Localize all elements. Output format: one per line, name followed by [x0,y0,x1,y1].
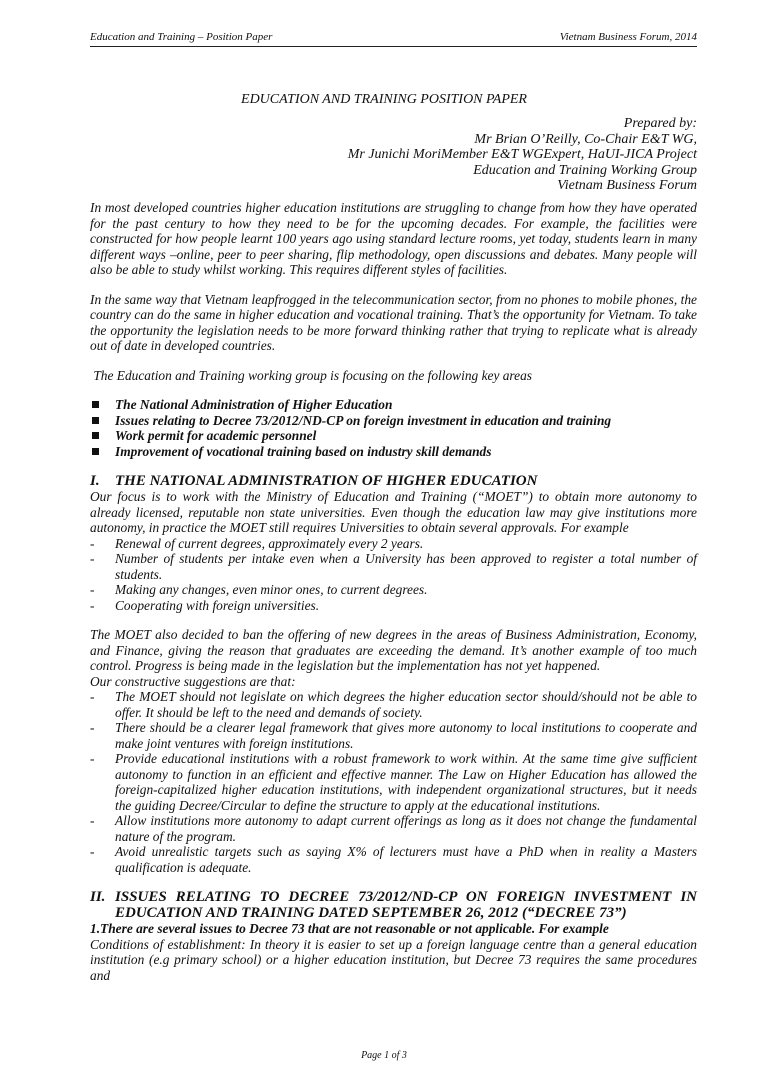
document-body [90,200,697,983]
list-item: - Cooperating with foreign universities. [90,598,697,614]
list-item: - Renewal of current degrees, approximately every 2 years. [90,536,697,552]
list-item: The National Administration of Higher Education [90,397,697,413]
focus-paragraph: The Education and Training working group is focusing on the following key areas [90,367,533,383]
approvals-list [90,536,697,614]
conditions-paragraph: Conditions of establishment: In theory it is easier to set up a foreign language centre than a general education institution (e.g primary school) or a higher education institution, but Decree 73 requires the same procedures and [90,936,697,983]
section-2-subheading: 1.There are several issues to Decree 73 that are not reasonable or not applicable. For example [90,921,609,936]
page-number: Page 1 of 3 [361,1050,407,1061]
list-item: - Number of students per intake even when a University has been approved to register a total number of students. [90,551,697,582]
header-right: Vietnam Business Forum, 2014 [559,31,697,43]
organization-forum: Vietnam Business Forum [557,178,697,193]
list-item: - Provide educational institutions with a robust framework to work within. At the same time give sufficient autonomy to function in an efficient and effective manner. The Law on Higher Education has allowed the foreign-capitalized higher education institutions, with independent organizational structures, but it needs the guiding Decree/Circular to define the structure to apply at the educational institutions. [90,751,697,813]
list-item: - Allow institutions more autonomy to adapt current offerings as long as it does not change the fundamental nature of the program. [90,813,697,844]
list-item: - Making any changes, even minor ones, to current degrees. [90,582,697,598]
vietnam-paragraph: In the same way that Vietnam leapfrogged in the telecommunication sector, from no phones to mobile phones, the country can do the same in higher education and vocational training. That’s the opportunity for Vietnam. To take the opportunity the legislation needs to be more forward thinking rather that trying to replicate what is already out of date in developed countries. [90,291,697,353]
section-1-intro: Our focus is to work with the Ministry of Education and Training (“MOET”) to obtain more autonomy to already licensed, reputable non state universities. Even though the education law may give institutions more autonomy, in practice the MOET still requires Universities to obtain several approvals. For example [90,489,697,535]
list-item: Improvement of vocational training based on industry skill demands [90,444,697,460]
section-title: THE NATIONAL ADMINISTRATION OF HIGHER EDUCATION [115,473,538,489]
list-item: - There should be a clearer legal framework that gives more autonomy to local institutions to cooperate and make joint ventures with foreign institutions. [90,720,697,751]
list-item: Issues relating to Decree 73/2012/ND-CP on foreign investment in education and training [90,413,697,429]
prepared-by-block [348,116,697,194]
organization-group: Education and Training Working Group [473,162,697,178]
prepared-by-label: Prepared by: [623,116,697,131]
section-number: I. [90,473,100,489]
header-left: Education and Training – Position Paper [90,31,273,43]
suggestions-list [90,689,697,875]
author-1: Mr Brian O’Reilly, Co-Chair E&T WG, [474,131,697,147]
moet-paragraph: The MOET also decided to ban the offering of new degrees in the areas of Business Administration, Economy, and Finance, giving the reason that graduates are exceeding the demand. It’s another example of too much control. Progress is being made in the legislation but the implementation has not yet happened. [90,627,697,673]
list-item: Work permit for academic personnel [90,428,697,444]
intro-paragraph: In most developed countries higher education institutions are struggling to change from how they have operated for the past century to how they need to be for the upcoming decades. For example, the facilities were constructed for how people learnt 100 years ago using standard lecture rooms, yet today, students learn in many different ways –online, peer to peer sharing, flip methodology, open discussions and debates. Many people will also be able to study whilst working. This requires different styles of facilities. [90,200,697,277]
section-2-heading [90,889,697,921]
section-1-heading [90,473,697,489]
page-header [90,31,697,47]
suggestions-label: Our constructive suggestions are that: [90,673,296,689]
key-areas-list [90,397,697,459]
author-2: Mr Junichi MoriMember E&T WGExpert, HaUI-JICA Project [347,147,697,162]
section-title: ISSUES RELATING TO DECREE 73/2012/ND-CP ON FOREIGN INVESTMENT IN EDUCATION AND TRAINING DATED SEPTEMBER 26, 2012 (“DECREE 73”) [115,889,697,921]
list-item: - The MOET should not legislate on which degrees the higher education sector should/should not be able to offer. It should be left to the need and demands of society. [90,689,697,720]
section-number: II. [90,889,106,905]
list-item: - Avoid unrealistic targets such as saying X% of lecturers must have a PhD when in reality a Masters qualification is adequate. [90,844,697,875]
document-title: EDUCATION AND TRAINING POSITION PAPER [241,92,527,107]
